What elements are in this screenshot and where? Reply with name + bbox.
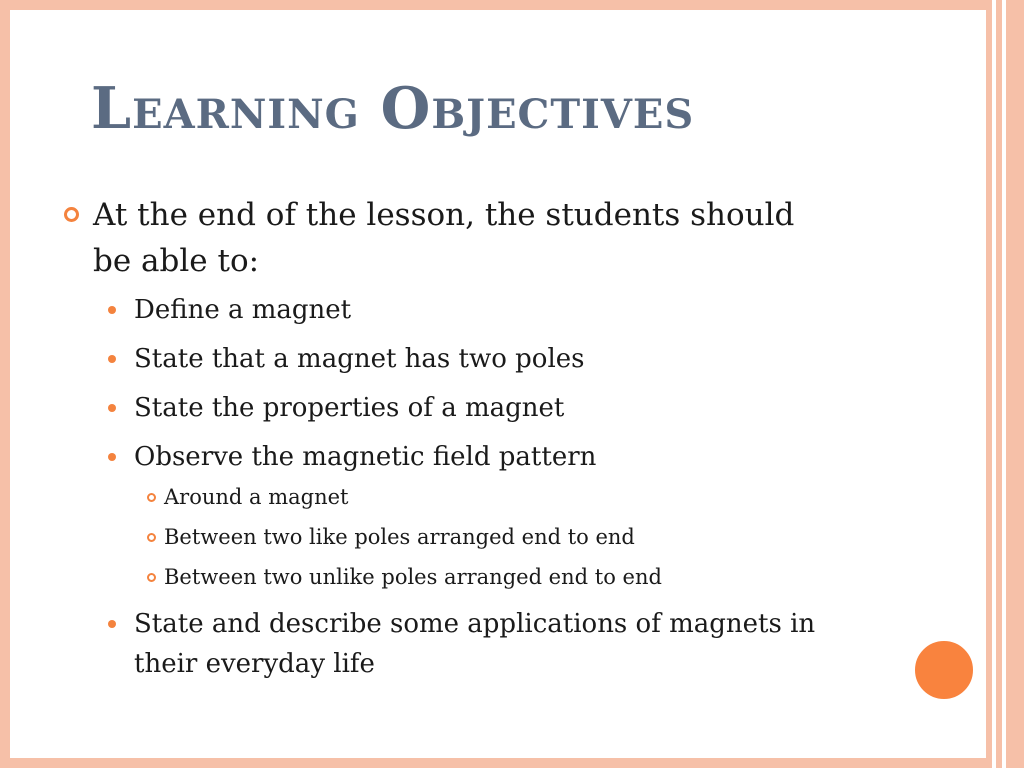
sub-objectives-list: [60, 477, 820, 597]
dot-bullet-icon: [108, 355, 116, 363]
intro-text: At the end of the lesson, the students should be able to:: [93, 197, 795, 279]
objective-item: [60, 437, 820, 477]
objective-item: [60, 290, 820, 330]
decorative-circle: [913, 639, 975, 701]
sub-objective-text: Around a magnet: [164, 485, 349, 509]
dot-bullet-icon: [108, 620, 116, 628]
right-stripe: [1006, 0, 1024, 768]
slide-border-bottom: [0, 758, 986, 768]
ring-bullet-icon: [147, 573, 156, 582]
objective-text: Observe the magnetic field pattern: [134, 442, 597, 472]
slide-border-top: [0, 0, 986, 10]
slide-body: [60, 192, 820, 693]
ring-bullet-icon: [64, 207, 79, 222]
objective-text: Define a magnet: [134, 295, 352, 325]
ring-bullet-icon: [147, 493, 156, 502]
objective-text: State and describe some applications of magnets in their everyday life: [134, 609, 816, 679]
slide-title: Learning Objectives: [91, 75, 695, 142]
dot-bullet-icon: [108, 453, 116, 461]
dot-bullet-icon: [108, 404, 116, 412]
ring-bullet-icon: [147, 533, 156, 542]
objective-item: [60, 388, 820, 428]
sub-objective-item: [60, 477, 820, 517]
objective-item: [60, 604, 820, 684]
sub-objective-item: [60, 557, 820, 597]
slide-border-left: [0, 0, 10, 768]
sub-objective-text: Between two like poles arranged end to end: [164, 525, 635, 549]
sub-objective-item: [60, 517, 820, 557]
objective-text: State that a magnet has two poles: [134, 344, 585, 374]
objective-text: State the properties of a magnet: [134, 393, 565, 423]
objectives-list: [60, 290, 820, 684]
objective-item: [60, 339, 820, 379]
intro-bullet: [60, 192, 820, 284]
dot-bullet-icon: [108, 306, 116, 314]
sub-objective-text: Between two unlike poles arranged end to end: [164, 565, 662, 589]
